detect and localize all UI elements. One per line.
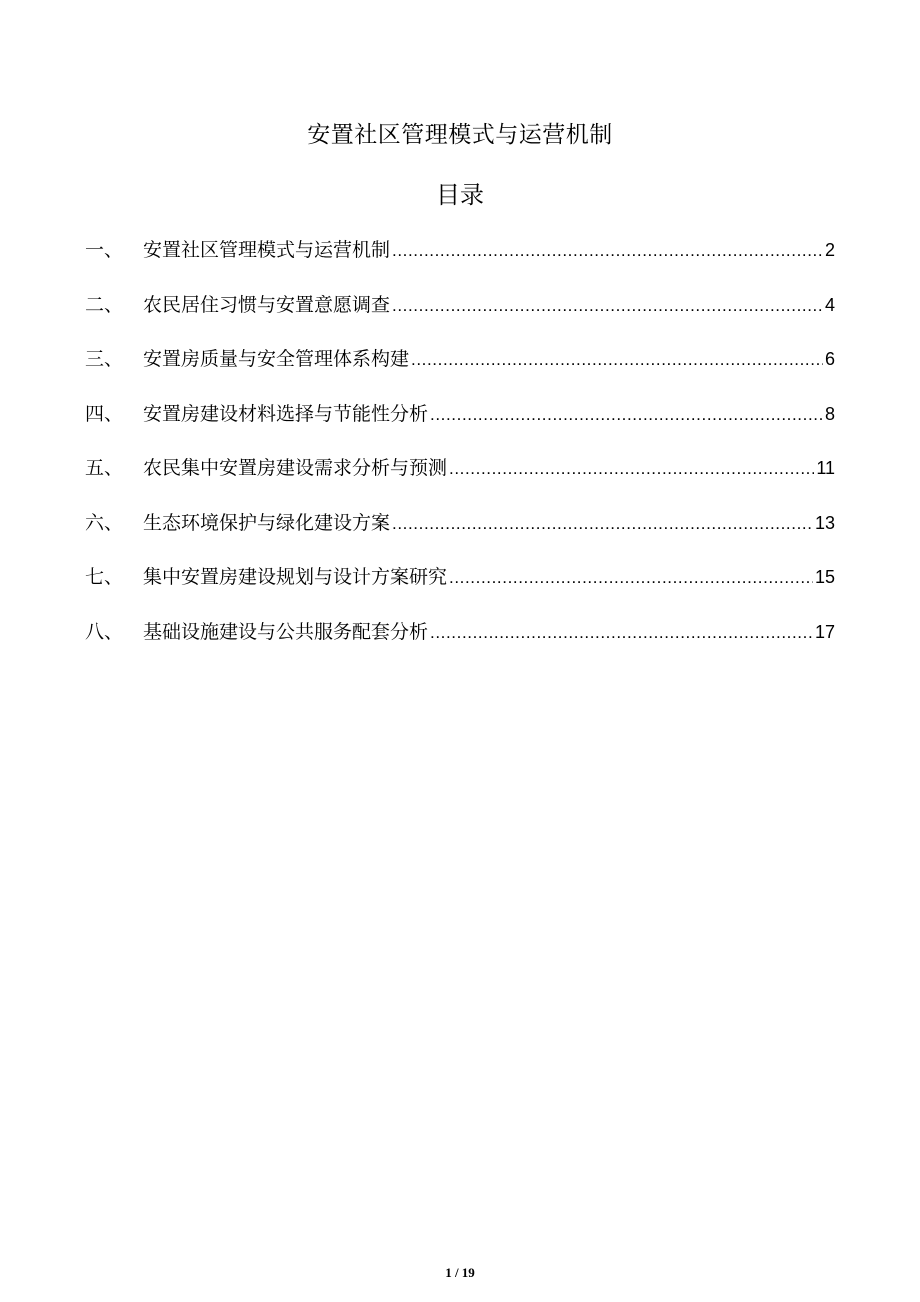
toc-entry-title: 农民集中安置房建设需求分析与预测	[143, 457, 448, 479]
toc-dot-leader	[392, 234, 823, 268]
toc-entry-page: 6	[824, 349, 835, 369]
toc-dot-leader	[411, 343, 823, 377]
toc-dot-leader	[449, 561, 813, 595]
toc-entry-1[interactable]	[85, 233, 835, 288]
toc-entry-page: 11	[816, 458, 835, 478]
toc-entry-title: 基础设施建设与公共服务配套分析	[143, 620, 429, 643]
toc-entry-title: 农民居住习惯与安置意愿调查	[143, 293, 391, 316]
toc-entry-title: 生态环境保护与绿化建设方案	[143, 511, 391, 534]
toc-entry-3[interactable]	[85, 342, 835, 397]
toc-entry-number: 三、	[85, 348, 124, 370]
page-number-footer: 1 / 19	[445, 1265, 475, 1280]
toc-dot-leader	[430, 616, 813, 650]
toc-entry-number: 五、	[85, 457, 124, 479]
toc-entry-title: 安置房建设材料选择与节能性分析	[143, 402, 429, 425]
toc-entry-5[interactable]	[85, 451, 835, 506]
toc-entry-number: 八、	[85, 620, 124, 643]
toc-entry-number: 二、	[85, 293, 124, 316]
toc-entry-page: 13	[814, 512, 835, 533]
table-of-contents	[85, 233, 835, 669]
toc-dot-leader	[449, 452, 814, 486]
toc-entry-number: 一、	[85, 239, 124, 261]
toc-heading: 目录	[436, 181, 484, 209]
toc-entry-page: 17	[814, 621, 835, 642]
toc-dot-leader	[430, 398, 823, 432]
toc-dot-leader	[392, 289, 823, 323]
toc-entry-title: 集中安置房建设规划与设计方案研究	[143, 566, 448, 588]
toc-entry-page: 15	[814, 567, 835, 587]
toc-entry-2[interactable]	[85, 288, 835, 343]
toc-entry-7[interactable]	[85, 560, 835, 615]
toc-entry-8[interactable]	[85, 615, 835, 670]
toc-entry-page: 4	[824, 294, 835, 315]
toc-entry-title: 安置房质量与安全管理体系构建	[143, 348, 410, 370]
toc-entry-page: 8	[824, 403, 835, 424]
document-title: 安置社区管理模式与运营机制	[307, 122, 613, 148]
toc-dot-leader	[392, 507, 813, 541]
toc-entry-number: 六、	[85, 511, 124, 534]
toc-entry-title: 安置社区管理模式与运营机制	[143, 239, 391, 261]
toc-entry-page: 2	[824, 240, 835, 260]
toc-entry-number: 七、	[85, 566, 124, 588]
toc-entry-6[interactable]	[85, 506, 835, 561]
toc-entry-4[interactable]	[85, 397, 835, 452]
toc-entry-number: 四、	[85, 402, 124, 425]
